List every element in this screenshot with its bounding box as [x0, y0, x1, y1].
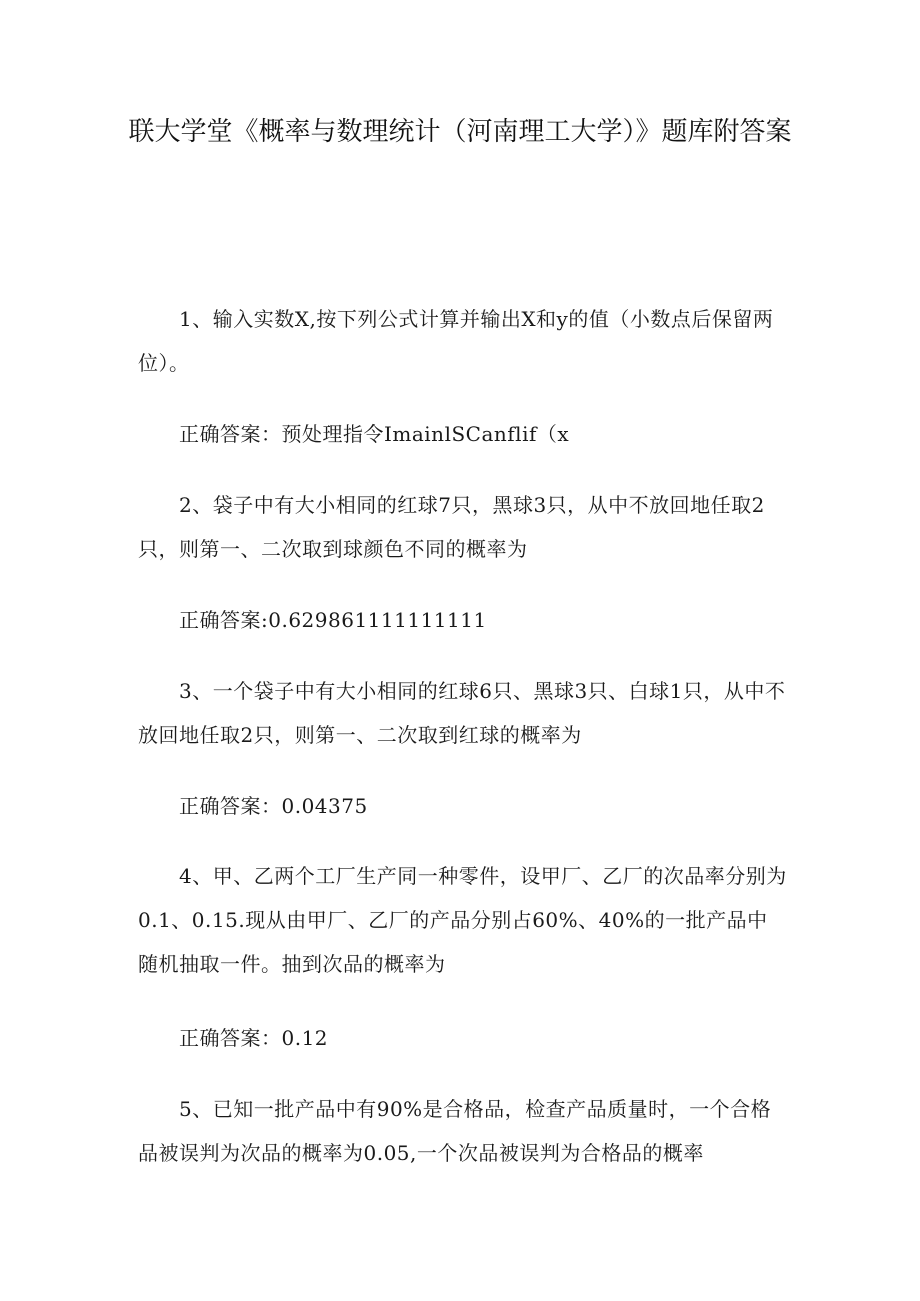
question-2: 2、袋子中有大小相同的红球7只，黑球3只，从中不放回地任取2只，则第一、二次取到球颜色不同的概率为 [138, 493, 765, 561]
answer-1: 正确答案：预处理指令ImainlSCanflif（x [179, 422, 570, 446]
question-1: 1、输入实数X,按下列公式计算并输出X和y的值（小数点后保留两位）。 [138, 307, 774, 375]
question-5: 5、已知一批产品中有90%是合格品，检查产品质量时，一个合格品被误判为次品的概率为0.05,一个次品被误判为合格品的概率 [138, 1097, 772, 1165]
document-title: 联大学堂《概率与数理统计（河南理工大学）》题库附答案 [128, 117, 792, 147]
answer-3: 正确答案：0.04375 [179, 794, 368, 818]
question-4: 4、甲、乙两个工厂生产同一种零件，设甲厂、乙厂的次品率分别为0.1、0.15.现从由甲厂、乙厂的产品分别占60%、40%的一批产品中随机抽取一件。抽到次品的概率为 [138, 864, 787, 976]
question-3: 3、一个袋子中有大小相同的红球6只、黑球3只、白球1只，从中不放回地任取2只，则第一、二次取到红球的概率为 [138, 679, 786, 747]
answer-4: 正确答案：0.12 [179, 1026, 329, 1050]
answer-2: 正确答案:0.629861111111111 [179, 608, 487, 632]
